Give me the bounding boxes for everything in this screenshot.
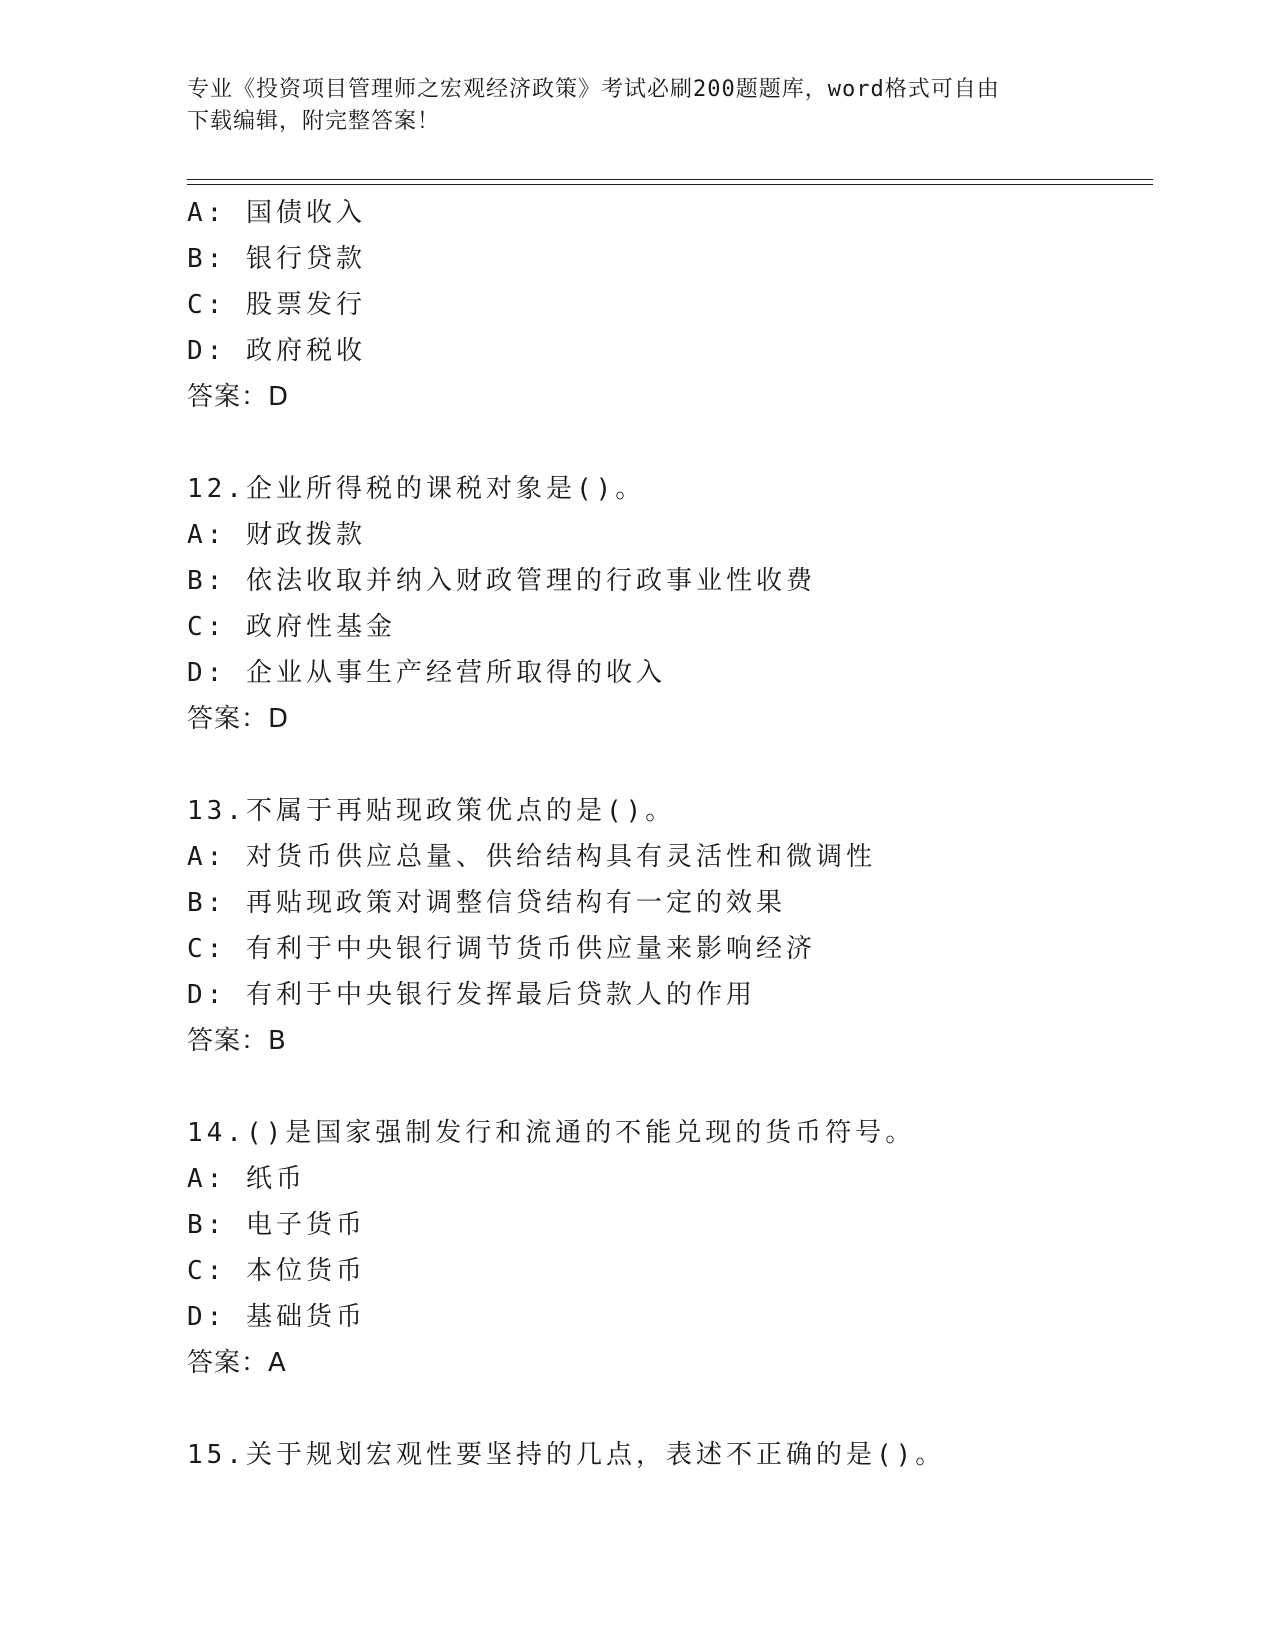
option-c: C: 有利于中央银行调节货币供应量来影响经济: [187, 934, 816, 964]
option-c: C: 本位货币: [187, 1256, 366, 1286]
option-a: A: 纸币: [187, 1164, 306, 1194]
option-b: B: 电子货币: [187, 1210, 366, 1240]
option-c: C: 股票发行: [187, 290, 366, 320]
header-divider-bottom: [187, 184, 1153, 185]
option-a: A: 财政拨款: [187, 520, 366, 550]
spacer: [187, 420, 1147, 466]
spacer: [187, 1064, 1147, 1110]
question-text: 15.关于规划宏观性要坚持的几点，表述不正确的是()。: [187, 1440, 946, 1470]
question-block-14: [187, 1110, 1147, 1386]
option-d: D: 政府税收: [187, 336, 366, 366]
question-block-15: [187, 1432, 1147, 1478]
option-b: B: 银行贷款: [187, 244, 366, 274]
question-block-13: [187, 788, 1147, 1064]
option-b: B: 再贴现政策对调整信贷结构有一定的效果: [187, 888, 786, 918]
header-divider-top: [187, 179, 1153, 180]
question-text: 12.企业所得税的课税对象是()。: [187, 474, 646, 504]
question-text: 13.不属于再贴现政策优点的是()。: [187, 796, 676, 826]
answer-line: 答案：A: [187, 1348, 287, 1378]
question-block-11: [187, 190, 1147, 420]
option-a: A: 国债收入: [187, 198, 366, 228]
question-block-12: [187, 466, 1147, 742]
spacer: [187, 742, 1147, 788]
spacer: [187, 1386, 1147, 1432]
document-header: [187, 74, 1087, 138]
option-d: D: 企业从事生产经营所取得的收入: [187, 658, 666, 688]
header-line-2: 下载编辑，附完整答案！: [187, 109, 441, 134]
answer-line: 答案：D: [187, 704, 290, 734]
option-b: B: 依法收取并纳入财政管理的行政事业性收费: [187, 566, 816, 596]
header-line-1: 专业《投资项目管理师之宏观经济政策》考试必刷200题题库，word格式可自由: [187, 77, 1000, 102]
answer-line: 答案：D: [187, 382, 290, 412]
option-d: D: 基础货币: [187, 1302, 366, 1332]
option-d: D: 有利于中央银行发挥最后贷款人的作用: [187, 980, 756, 1010]
option-a: A: 对货币供应总量、供给结构具有灵活性和微调性: [187, 842, 876, 872]
question-list: [187, 190, 1147, 1478]
answer-line: 答案：B: [187, 1026, 287, 1056]
option-c: C: 政府性基金: [187, 612, 396, 642]
question-text: 14.()是国家强制发行和流通的不能兑现的货币符号。: [187, 1118, 916, 1148]
